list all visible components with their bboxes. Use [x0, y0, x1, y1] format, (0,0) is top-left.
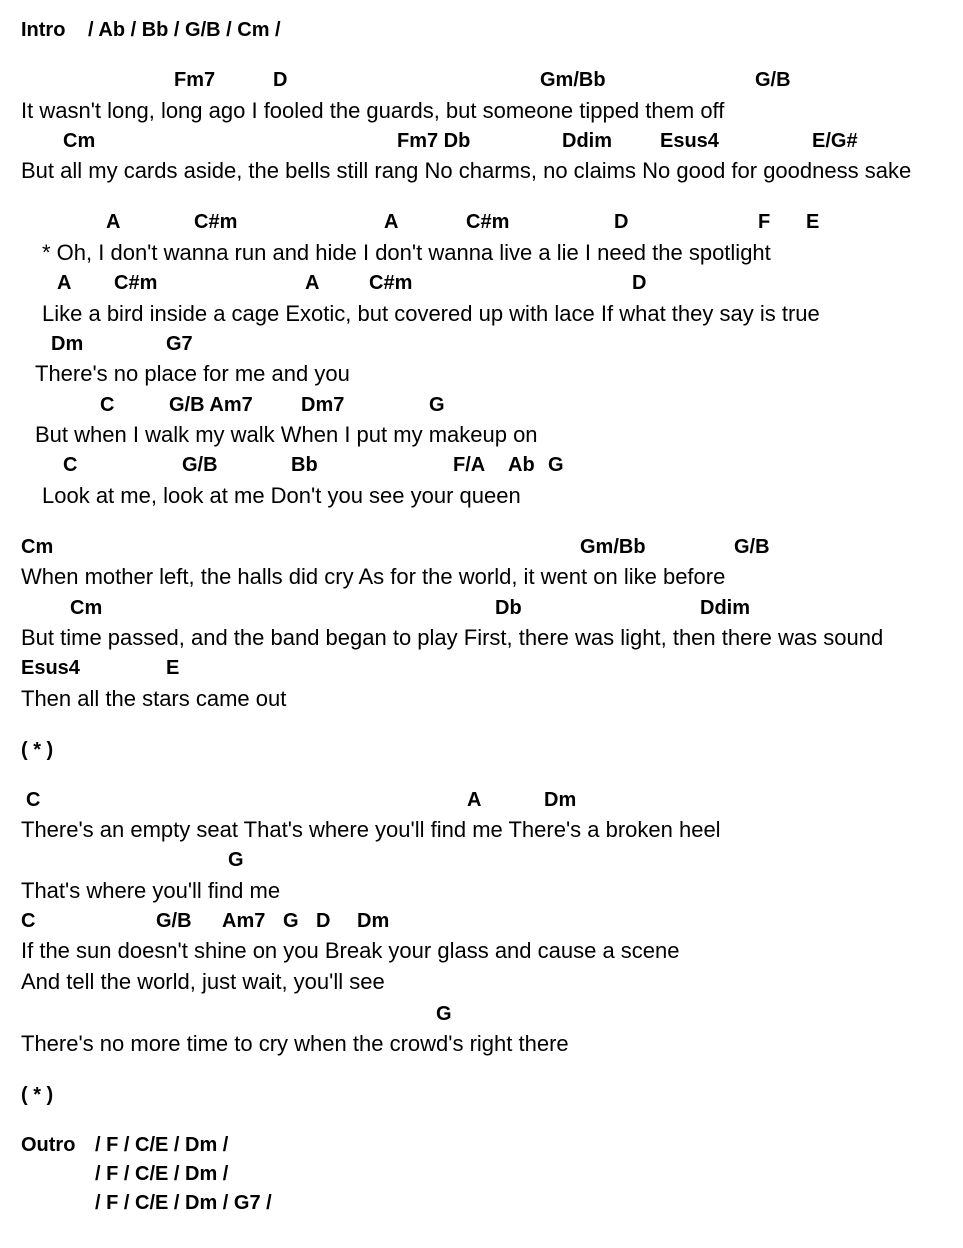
- chord: G: [429, 394, 445, 416]
- chorus-repeat-marker: ( * ): [21, 1084, 54, 1106]
- verse2-lyric-line-1: When mother left, the halls did cry As for the world, it went on like before: [21, 564, 726, 589]
- chord: G: [283, 910, 299, 932]
- intro-label: Intro: [21, 19, 66, 41]
- chord: A: [384, 211, 399, 233]
- chorus-lyric-line-5: Look at me, look at me Don't you see your queen: [42, 483, 521, 508]
- chord: Ab: [508, 454, 535, 476]
- chord: Cm: [70, 597, 103, 619]
- chord: C#m: [194, 211, 238, 233]
- chord: E: [166, 657, 180, 679]
- chord: D: [316, 910, 331, 932]
- chord: C: [63, 454, 78, 476]
- chord: G: [436, 1003, 452, 1025]
- chord: Dm: [357, 910, 390, 932]
- chord: Esus4: [660, 130, 719, 152]
- verse2-lyric-line-2: But time passed, and the band began to play First, there was light, then there was sound: [21, 625, 884, 650]
- intro-chords: / Ab / Bb / G/B / Cm /: [88, 19, 281, 41]
- chord: G/B: [755, 69, 791, 91]
- chord: G/B: [156, 910, 192, 932]
- chord: C#m: [466, 211, 510, 233]
- bridge-lyric-line-4: And tell the world, just wait, you'll see: [21, 969, 385, 994]
- chorus-lyric-line-4: But when I walk my walk When I put my makeup on: [35, 422, 538, 447]
- bridge-lyric-line-3: If the sun doesn't shine on you Break your glass and cause a scene: [21, 938, 680, 963]
- verse2-lyric-line-3: Then all the stars came out: [21, 686, 287, 711]
- chord: Cm: [21, 536, 54, 558]
- chord: A: [305, 272, 320, 294]
- chord: Gm/Bb: [540, 69, 606, 91]
- chord: E/G#: [812, 130, 858, 152]
- chord: D: [273, 69, 288, 91]
- chord: C#m: [369, 272, 413, 294]
- chord: Am7: [222, 910, 266, 932]
- chord: Cm: [63, 130, 96, 152]
- outro-chord-line-2: / F / C/E / Dm /: [95, 1163, 229, 1185]
- chord: Ddim: [700, 597, 750, 619]
- chorus-lyric-line-2: Like a bird inside a cage Exotic, but covered up with lace If what they say is true: [42, 301, 820, 326]
- chord: A: [57, 272, 72, 294]
- chord: A: [467, 789, 482, 811]
- chord: Ddim: [562, 130, 612, 152]
- chord: G7: [166, 333, 193, 355]
- bridge-lyric-line-2: That's where you'll find me: [21, 878, 281, 903]
- verse1-lyric-line-2: But all my cards aside, the bells still rang No charms, no claims No good for goodness sake: [21, 158, 912, 183]
- chord: Dm: [51, 333, 84, 355]
- chorus-lyric-line-3: There's no place for me and you: [35, 361, 350, 386]
- bridge-lyric-line-1: There's an empty seat That's where you'll find me There's a broken heel: [21, 817, 721, 842]
- chord: C: [100, 394, 115, 416]
- chord: F/A: [453, 454, 486, 476]
- chord: Bb: [291, 454, 318, 476]
- chord: Dm: [544, 789, 577, 811]
- chord: G: [548, 454, 564, 476]
- chord: Esus4: [21, 657, 80, 679]
- chord: D: [632, 272, 647, 294]
- chord: A: [106, 211, 121, 233]
- chord: Db: [495, 597, 522, 619]
- chord: Dm7: [301, 394, 345, 416]
- outro-chord-line-3: / F / C/E / Dm / G7 /: [95, 1192, 272, 1214]
- chord: D: [614, 211, 629, 233]
- chord: Gm/Bb: [580, 536, 646, 558]
- chord: C: [26, 789, 41, 811]
- chord: C#m: [114, 272, 158, 294]
- bridge-lyric-line-5: There's no more time to cry when the crowd's right there: [21, 1031, 569, 1056]
- chorus-repeat-marker: ( * ): [21, 739, 54, 761]
- chord: Fm7 Db: [397, 130, 471, 152]
- chord: G: [228, 849, 244, 871]
- chord: G/B: [182, 454, 218, 476]
- chord: F: [758, 211, 771, 233]
- outro-chord-line-1: / F / C/E / Dm /: [95, 1134, 229, 1156]
- chord: C: [21, 910, 36, 932]
- chord: G/B: [734, 536, 770, 558]
- chord: G/B Am7: [169, 394, 253, 416]
- chord: Fm7: [174, 69, 216, 91]
- outro-label: Outro: [21, 1134, 76, 1156]
- chorus-lyric-line-1: * Oh, I don't wanna run and hide I don't wanna live a lie I need the spotlight: [42, 240, 771, 265]
- verse1-lyric-line-1: It wasn't long, long ago I fooled the guards, but someone tipped them off: [21, 98, 725, 123]
- chord: E: [806, 211, 820, 233]
